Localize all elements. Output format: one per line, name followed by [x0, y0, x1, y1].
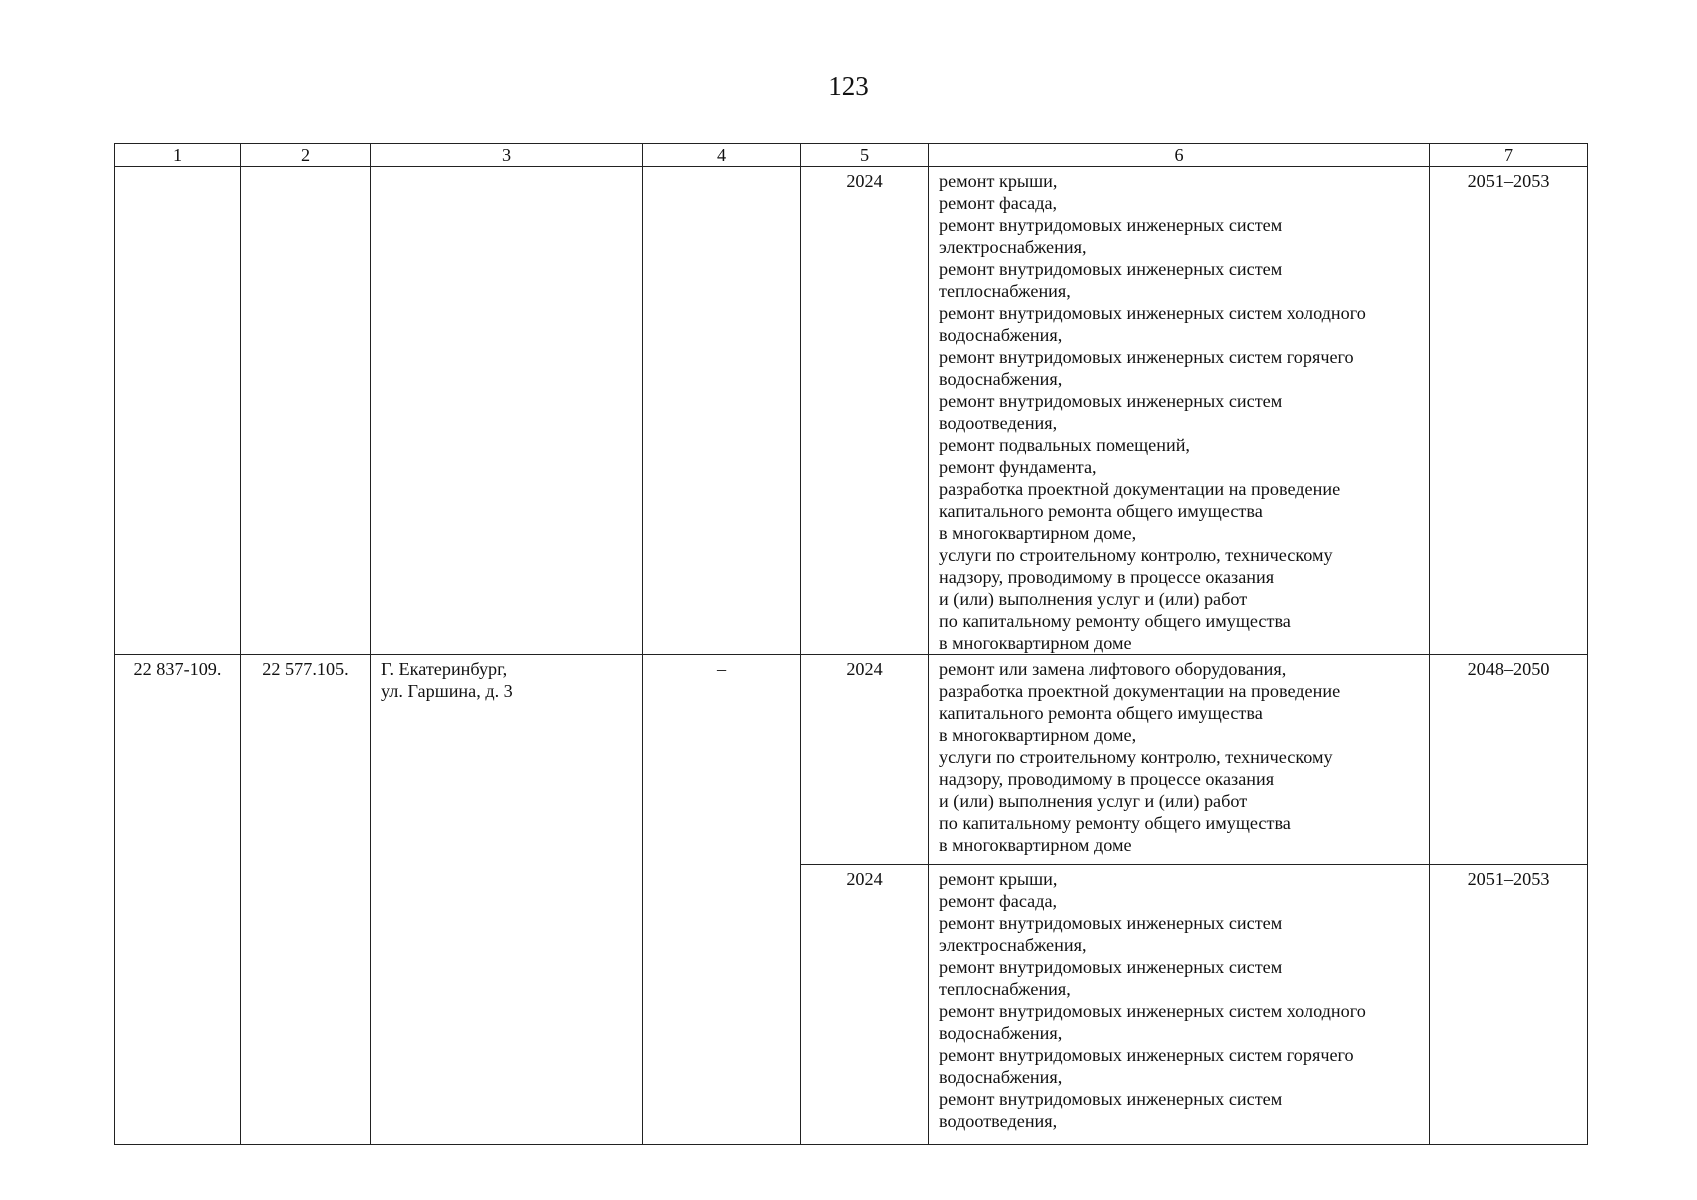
work-line: капитального ремонта общего имущества: [939, 501, 1263, 521]
cell-col1: [115, 167, 241, 655]
work-line: водоотведения,: [939, 1111, 1058, 1131]
column-header: 6: [929, 144, 1430, 167]
work-line: капитального ремонта общего имущества: [939, 703, 1263, 723]
period-cell: 2048–2050: [1430, 655, 1588, 865]
row-number-cell: 22 837-109.: [115, 655, 241, 1145]
work-line: водоотведения,: [939, 413, 1058, 433]
work-line: надзору, проводимому в процессе оказания: [939, 769, 1275, 789]
work-line: разработка проектной документации на проведение: [939, 479, 1341, 499]
address-cell: [371, 655, 643, 1145]
work-line: разработка проектной документации на проведение: [939, 681, 1341, 701]
period-cell: 2051–2053: [1430, 167, 1588, 655]
cell-col4: [643, 167, 801, 655]
work-line: теплоснабжения,: [939, 979, 1071, 999]
column-header: 5: [801, 144, 929, 167]
year-cell: 2024: [801, 167, 929, 655]
work-line: водоснабжения,: [939, 1023, 1063, 1043]
work-line: ремонт фасада,: [939, 891, 1058, 911]
work-line: ремонт подвальных помещений,: [939, 435, 1190, 455]
column-header: 4: [643, 144, 801, 167]
table-row: [115, 167, 1588, 655]
column-header: 2: [241, 144, 371, 167]
address-line: Г. Екатеринбург,: [381, 659, 508, 679]
work-line: ремонт или замена лифтового оборудования,: [939, 659, 1287, 679]
work-line: ремонт внутридомовых инженерных систем горячего: [939, 1045, 1354, 1065]
work-line: по капитальному ремонту общего имущества: [939, 813, 1291, 833]
work-line: услуги по строительному контролю, техническому: [939, 747, 1333, 767]
works-cell: [929, 167, 1430, 655]
cell-col3: [371, 167, 643, 655]
work-line: ремонт внутридомовых инженерных систем: [939, 259, 1283, 279]
work-line: в многоквартирном доме,: [939, 523, 1137, 543]
table-row: [115, 655, 1588, 865]
work-line: теплоснабжения,: [939, 281, 1071, 301]
work-line: и (или) выполнения услуг и (или) работ: [939, 589, 1248, 609]
year-cell: 2024: [801, 655, 929, 865]
header-row: [115, 144, 1588, 167]
work-line: в многоквартирном доме: [939, 633, 1132, 653]
work-line: в многоквартирном доме: [939, 835, 1132, 855]
work-line: ремонт внутридомовых инженерных систем холодного: [939, 1001, 1366, 1021]
work-line: ремонт внутридомовых инженерных систем: [939, 913, 1283, 933]
work-line: услуги по строительному контролю, техническому: [939, 545, 1333, 565]
work-line: ремонт фундамента,: [939, 457, 1097, 477]
period-cell: 2051–2053: [1430, 865, 1588, 1145]
work-line: электроснабжения,: [939, 237, 1087, 257]
work-line: водоснабжения,: [939, 325, 1063, 345]
works-table: [114, 143, 1588, 1145]
work-line: электроснабжения,: [939, 935, 1087, 955]
work-line: ремонт внутридомовых инженерных систем холодного: [939, 303, 1366, 323]
works-cell: [929, 655, 1430, 865]
column-header: 3: [371, 144, 643, 167]
work-line: ремонт внутридомовых инженерных систем: [939, 957, 1283, 977]
page-number: 123: [828, 71, 869, 101]
address-line: ул. Гаршина, д. 3: [381, 681, 513, 701]
work-line: по капитальному ремонту общего имущества: [939, 611, 1291, 631]
dash-cell: –: [643, 655, 801, 1145]
year-cell: 2024: [801, 865, 929, 1145]
work-line: ремонт внутридомовых инженерных систем: [939, 1089, 1283, 1109]
work-line: и (или) выполнения услуг и (или) работ: [939, 791, 1248, 811]
work-line: ремонт внутридомовых инженерных систем: [939, 215, 1283, 235]
work-line: водоснабжения,: [939, 369, 1063, 389]
work-line: в многоквартирном доме,: [939, 725, 1137, 745]
works-cell: [929, 865, 1430, 1145]
house-number-cell: 22 577.105.: [241, 655, 371, 1145]
work-line: ремонт внутридомовых инженерных систем: [939, 391, 1283, 411]
work-line: водоснабжения,: [939, 1067, 1063, 1087]
work-line: ремонт крыши,: [939, 869, 1058, 889]
work-line: ремонт фасада,: [939, 193, 1058, 213]
work-line: ремонт крыши,: [939, 171, 1058, 191]
work-line: надзору, проводимому в процессе оказания: [939, 567, 1275, 587]
column-header: 1: [115, 144, 241, 167]
column-header: 7: [1430, 144, 1588, 167]
cell-col2: [241, 167, 371, 655]
work-line: ремонт внутридомовых инженерных систем горячего: [939, 347, 1354, 367]
